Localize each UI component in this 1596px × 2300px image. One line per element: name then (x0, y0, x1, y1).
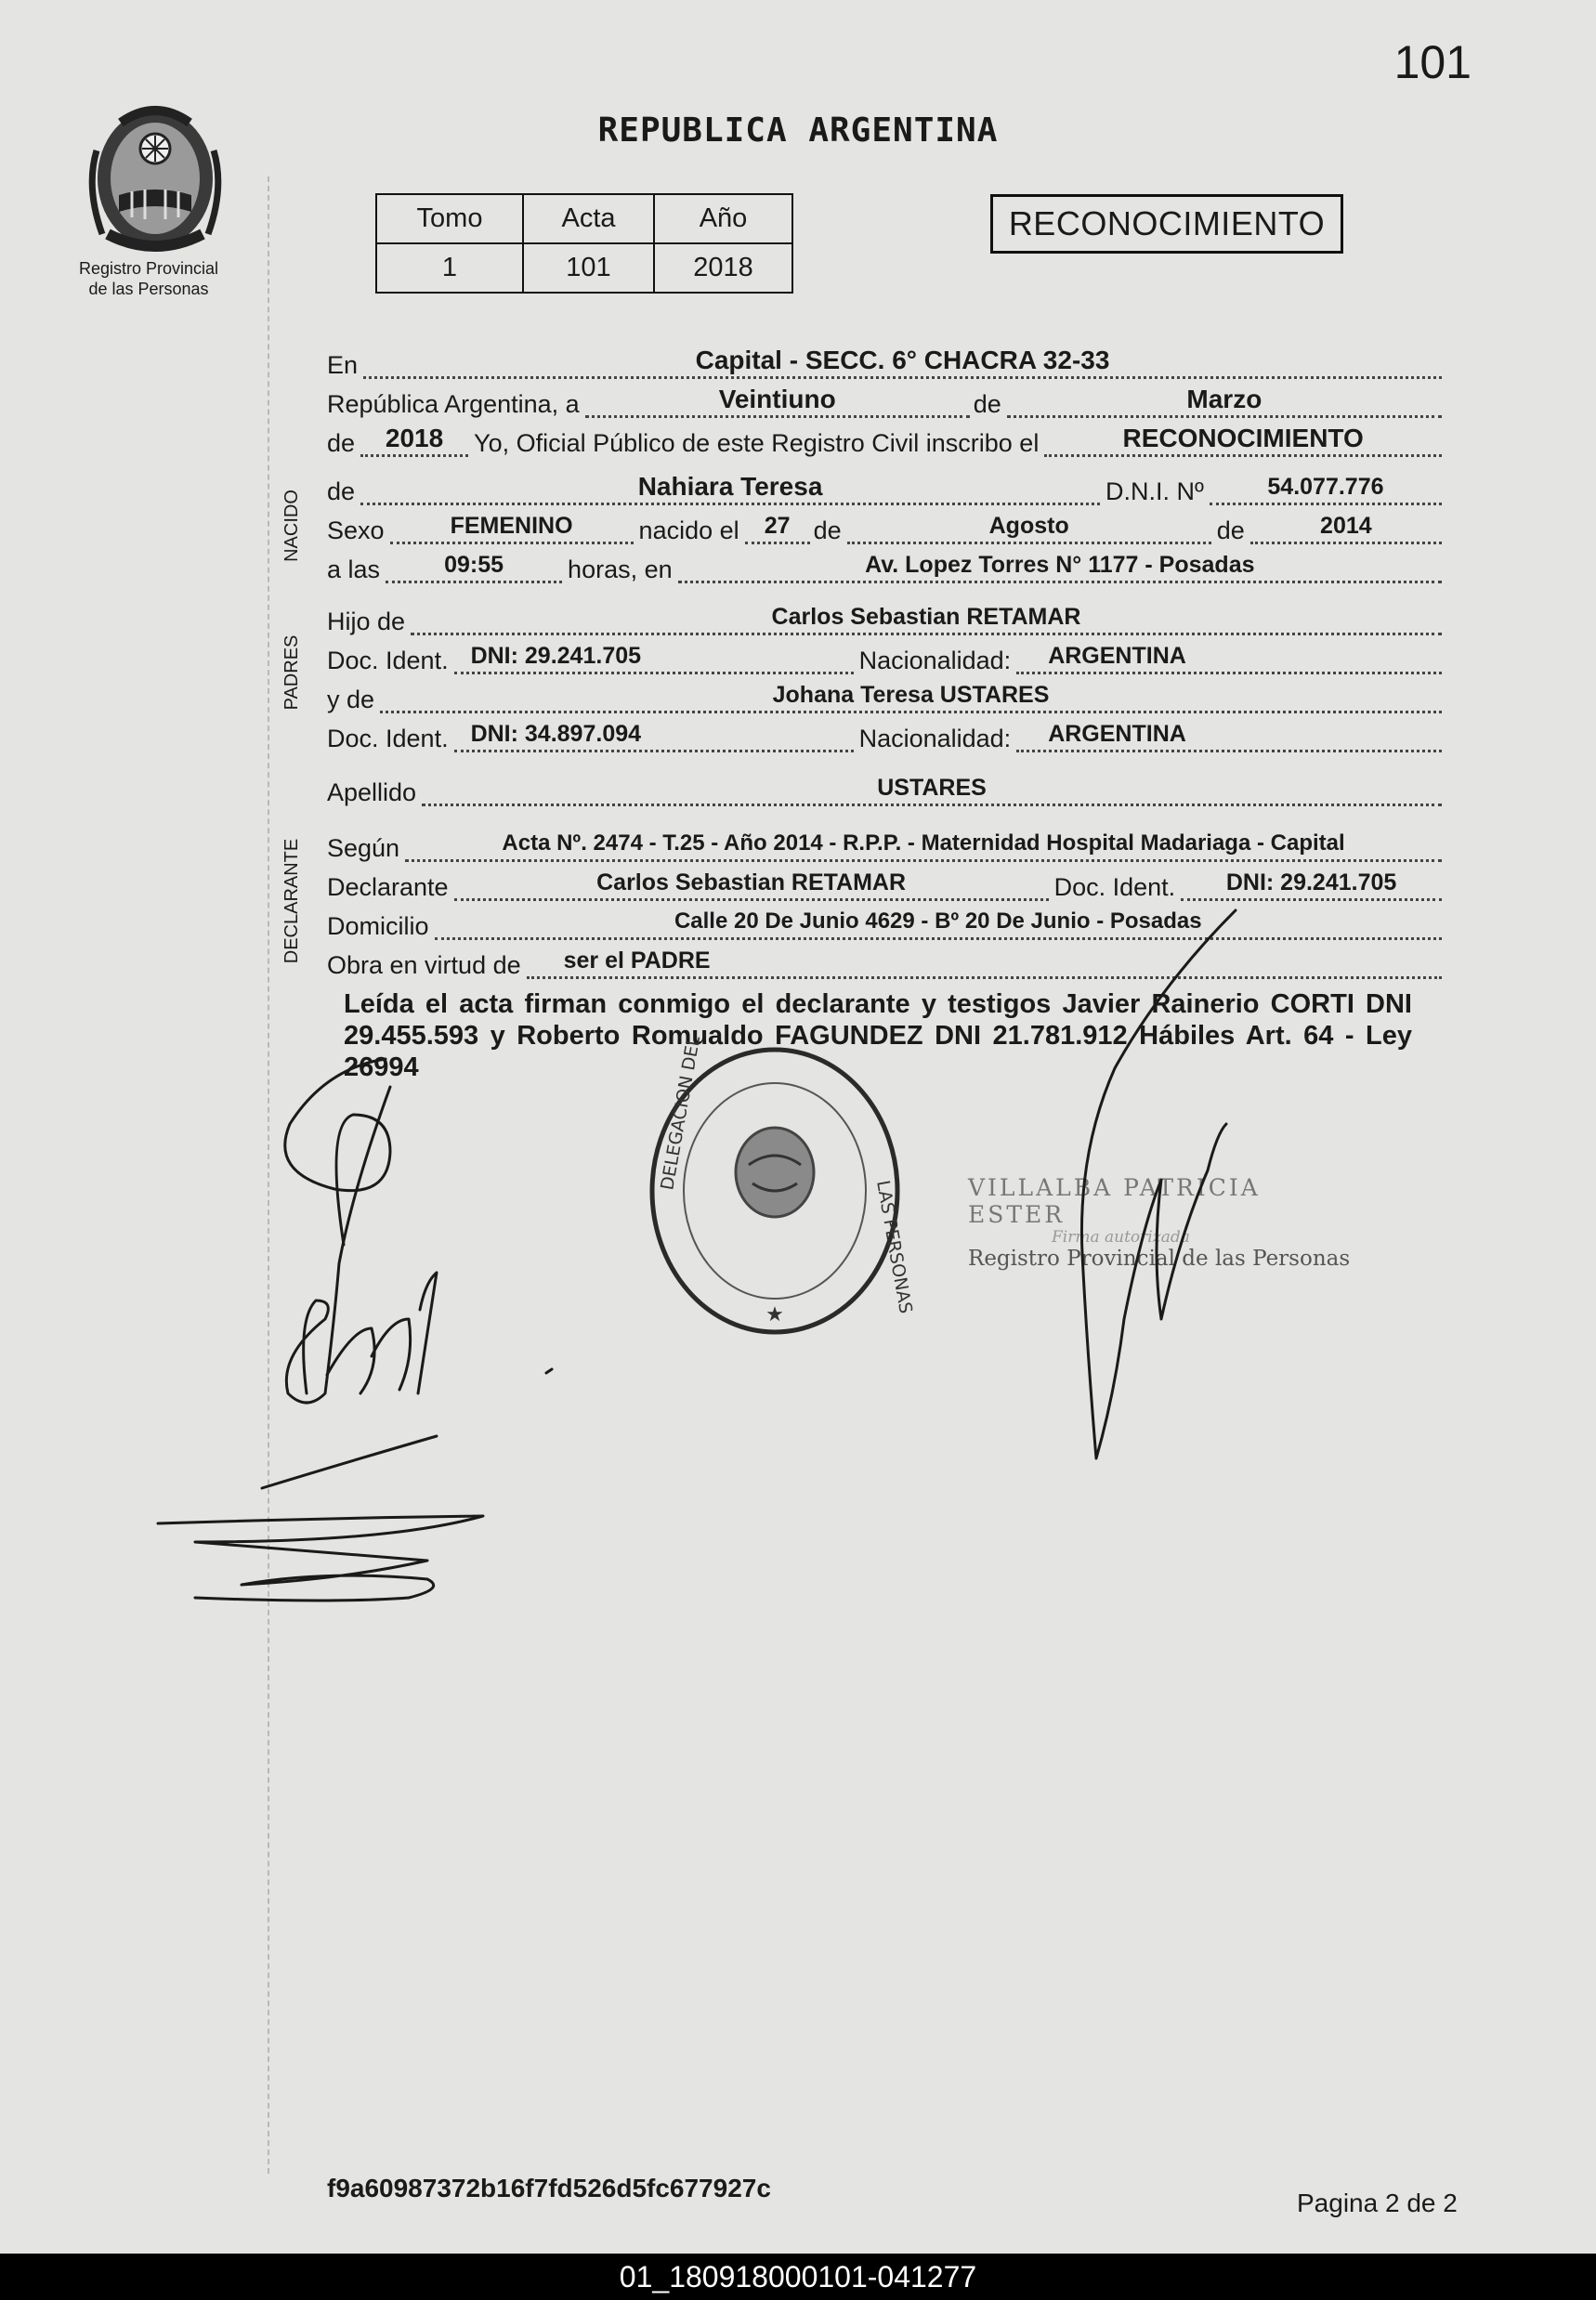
witness-signature-1 (285, 1059, 390, 1245)
field-dia-acta (585, 382, 970, 418)
field-apellido (422, 770, 1442, 806)
label-nacionalidad-1: Nacionalidad: (858, 647, 1012, 674)
row-domicilio (327, 901, 1442, 940)
official-title: Firma autorizada (1052, 1228, 1190, 1247)
value-sexo: FEMENINO (450, 513, 573, 539)
value-tomo: 1 (376, 243, 523, 293)
official-office: Registro Provincial de las Personas (968, 1247, 1351, 1271)
row-nombre (327, 466, 1442, 505)
row-apellido (327, 767, 1442, 806)
label-obra: Obra en virtud de (327, 951, 521, 979)
value-mes-nac: Agosto (988, 513, 1069, 539)
page-number: 101 (1393, 36, 1472, 88)
value-domicilio: Calle 20 De Junio 4629 - Bº 20 De Junio - Posadas (674, 908, 1202, 934)
label-doc-ident-3: Doc. Ident. (1053, 873, 1176, 901)
field-nombre (360, 469, 1100, 505)
label-hijo-de: Hijo de (327, 608, 406, 635)
row-padre (327, 596, 1442, 635)
row-hora (327, 544, 1442, 583)
label-de-1: de (973, 390, 1001, 418)
margin-line (268, 176, 269, 2174)
row-obra (327, 940, 1442, 979)
field-anio-nac (1250, 508, 1442, 544)
row-republica (327, 379, 1442, 418)
field-hora (386, 547, 562, 583)
section-label-nacido: NACIDO (281, 490, 302, 562)
section-label-padres: PADRES (281, 634, 302, 711)
label-a-las: a las (327, 555, 381, 583)
label-de-5: de (1216, 516, 1245, 544)
value-padre: Carlos Sebastian RETAMAR (771, 604, 1081, 630)
row-madre (327, 674, 1442, 713)
field-declarante-doc (1181, 865, 1442, 901)
field-sexo (390, 508, 634, 544)
logo-caption-line-1: Registro Provincial (78, 259, 219, 278)
field-obra (527, 943, 1442, 979)
field-padre-doc (454, 638, 854, 674)
value-anio-acta: 2018 (385, 424, 444, 452)
page-of-indicator: Pagina 2 de 2 (1297, 2189, 1458, 2217)
field-dni (1210, 469, 1442, 505)
field-padre (411, 599, 1442, 635)
registry-seal-stamp (645, 1034, 916, 1339)
label-en: En (327, 351, 359, 379)
field-padre-nac (1016, 638, 1442, 674)
value-madre: Johana Teresa USTARES (772, 682, 1050, 708)
field-anio-acta (360, 421, 468, 457)
official-name-stamp (968, 1174, 1358, 1271)
closing-statement: Leída el acta firman conmigo el declarante y testigos Javier Rainerio CORTI DNI 29.455.593 y Roberto Romualdo FAGUNDEZ DNI 21.781.912 Hábiles Art. 64 - Ley 26994 (344, 989, 1412, 1082)
value-padre-doc: DNI: 29.241.705 (470, 643, 642, 669)
row-declarante (327, 862, 1442, 901)
row-segun (327, 823, 1442, 862)
label-segun: Según (327, 834, 400, 862)
value-dia-nac: 27 (764, 513, 791, 539)
label-domicilio: Domicilio (327, 912, 429, 940)
field-madre-doc (454, 716, 854, 752)
value-padre-nac: ARGENTINA (1048, 643, 1186, 669)
value-declarante-doc: DNI: 29.241.705 (1225, 869, 1397, 895)
field-domicilio (435, 904, 1442, 940)
value-madre-nac: ARGENTINA (1048, 721, 1186, 747)
value-lugar: Capital - SECC. 6° CHACRA 32-33 (695, 346, 1110, 374)
header-anio: Año (654, 194, 792, 243)
field-madre (380, 677, 1442, 713)
label-doc-ident-1: Doc. Ident. (327, 647, 449, 674)
official-name: VILLALBA PATRICIA ESTER (968, 1174, 1261, 1228)
label-dni: D.N.I. Nº (1105, 477, 1204, 505)
value-madre-doc: DNI: 34.897.094 (470, 721, 642, 747)
section-label-declarante: DECLARANTE (281, 838, 302, 964)
label-declarante: Declarante (327, 873, 449, 901)
field-madre-nac (1016, 716, 1442, 752)
field-tipo-inscripcion (1044, 421, 1442, 457)
row-padre-doc (327, 635, 1442, 674)
svg-text:LAS PERSONAS: LAS PERSONAS (872, 1179, 916, 1315)
value-hora: 09:55 (444, 552, 504, 578)
label-republica: República Argentina, a (327, 390, 580, 418)
field-mes-nac (847, 508, 1211, 544)
value-acta: 101 (523, 243, 654, 293)
field-lugar (363, 343, 1442, 379)
label-y-de: y de (327, 686, 375, 713)
footer-document-id: 01_180918000101-041277 (0, 2254, 1596, 2300)
value-anio: 2018 (654, 243, 792, 293)
header-acta: Acta (523, 194, 654, 243)
value-anio-nac: 2014 (1320, 513, 1372, 539)
field-declarante (454, 865, 1049, 901)
label-de-3: de (327, 477, 356, 505)
label-de-4: de (813, 516, 842, 544)
header-tomo: Tomo (376, 194, 523, 243)
label-de-2: de (327, 429, 356, 457)
value-declarante: Carlos Sebastian RETAMAR (596, 869, 907, 895)
value-dia-acta: Veintiuno (718, 385, 836, 413)
label-nacionalidad-2: Nacionalidad: (858, 725, 1012, 752)
field-dia-nac (745, 508, 810, 544)
svg-text:★: ★ (765, 1303, 784, 1326)
document-hash: f9a60987372b16f7fd526d5fc677927c (327, 2174, 771, 2202)
value-tipo-inscripcion: RECONOCIMIENTO (1122, 424, 1364, 452)
value-segun: Acta Nº. 2474 - T.25 - Año 2014 - R.P.P. - Maternidad Hospital Madariaga - Capital (502, 830, 1345, 856)
value-mes-acta: Marzo (1186, 385, 1262, 413)
label-apellido: Apellido (327, 778, 417, 806)
label-inscribo: Yo, Oficial Público de este Registro Civil inscribo el (474, 429, 1040, 457)
field-lugar-nac (678, 547, 1442, 583)
label-doc-ident-2: Doc. Ident. (327, 725, 449, 752)
record-type-box: RECONOCIMIENTO (990, 194, 1343, 254)
logo-caption-line-2: de las Personas (88, 280, 209, 298)
witness-signature-2 (262, 1436, 437, 1488)
document-title: REPUBLICA ARGENTINA (597, 111, 999, 150)
row-inscribo (327, 418, 1442, 457)
value-obra: ser el PADRE (563, 947, 711, 974)
label-horas-en: horas, en (568, 555, 673, 583)
value-nombre: Nahiara Teresa (637, 472, 823, 501)
field-mes-acta (1007, 382, 1442, 418)
field-segun (405, 826, 1442, 862)
value-lugar-nac: Av. Lopez Torres N° 1177 - Posadas (865, 552, 1255, 578)
logo-caption (37, 258, 260, 299)
label-sexo: Sexo (327, 516, 385, 544)
row-madre-doc (327, 713, 1442, 752)
value-apellido: USTARES (877, 775, 987, 801)
row-en (327, 340, 1442, 379)
registry-table (375, 193, 793, 294)
value-dni: 54.077.776 (1267, 474, 1384, 500)
row-sexo (327, 505, 1442, 544)
svg-text:DELEGACION DEL: DELEGACION DEL (657, 1034, 705, 1192)
label-nacido-el: nacido el (638, 516, 739, 544)
